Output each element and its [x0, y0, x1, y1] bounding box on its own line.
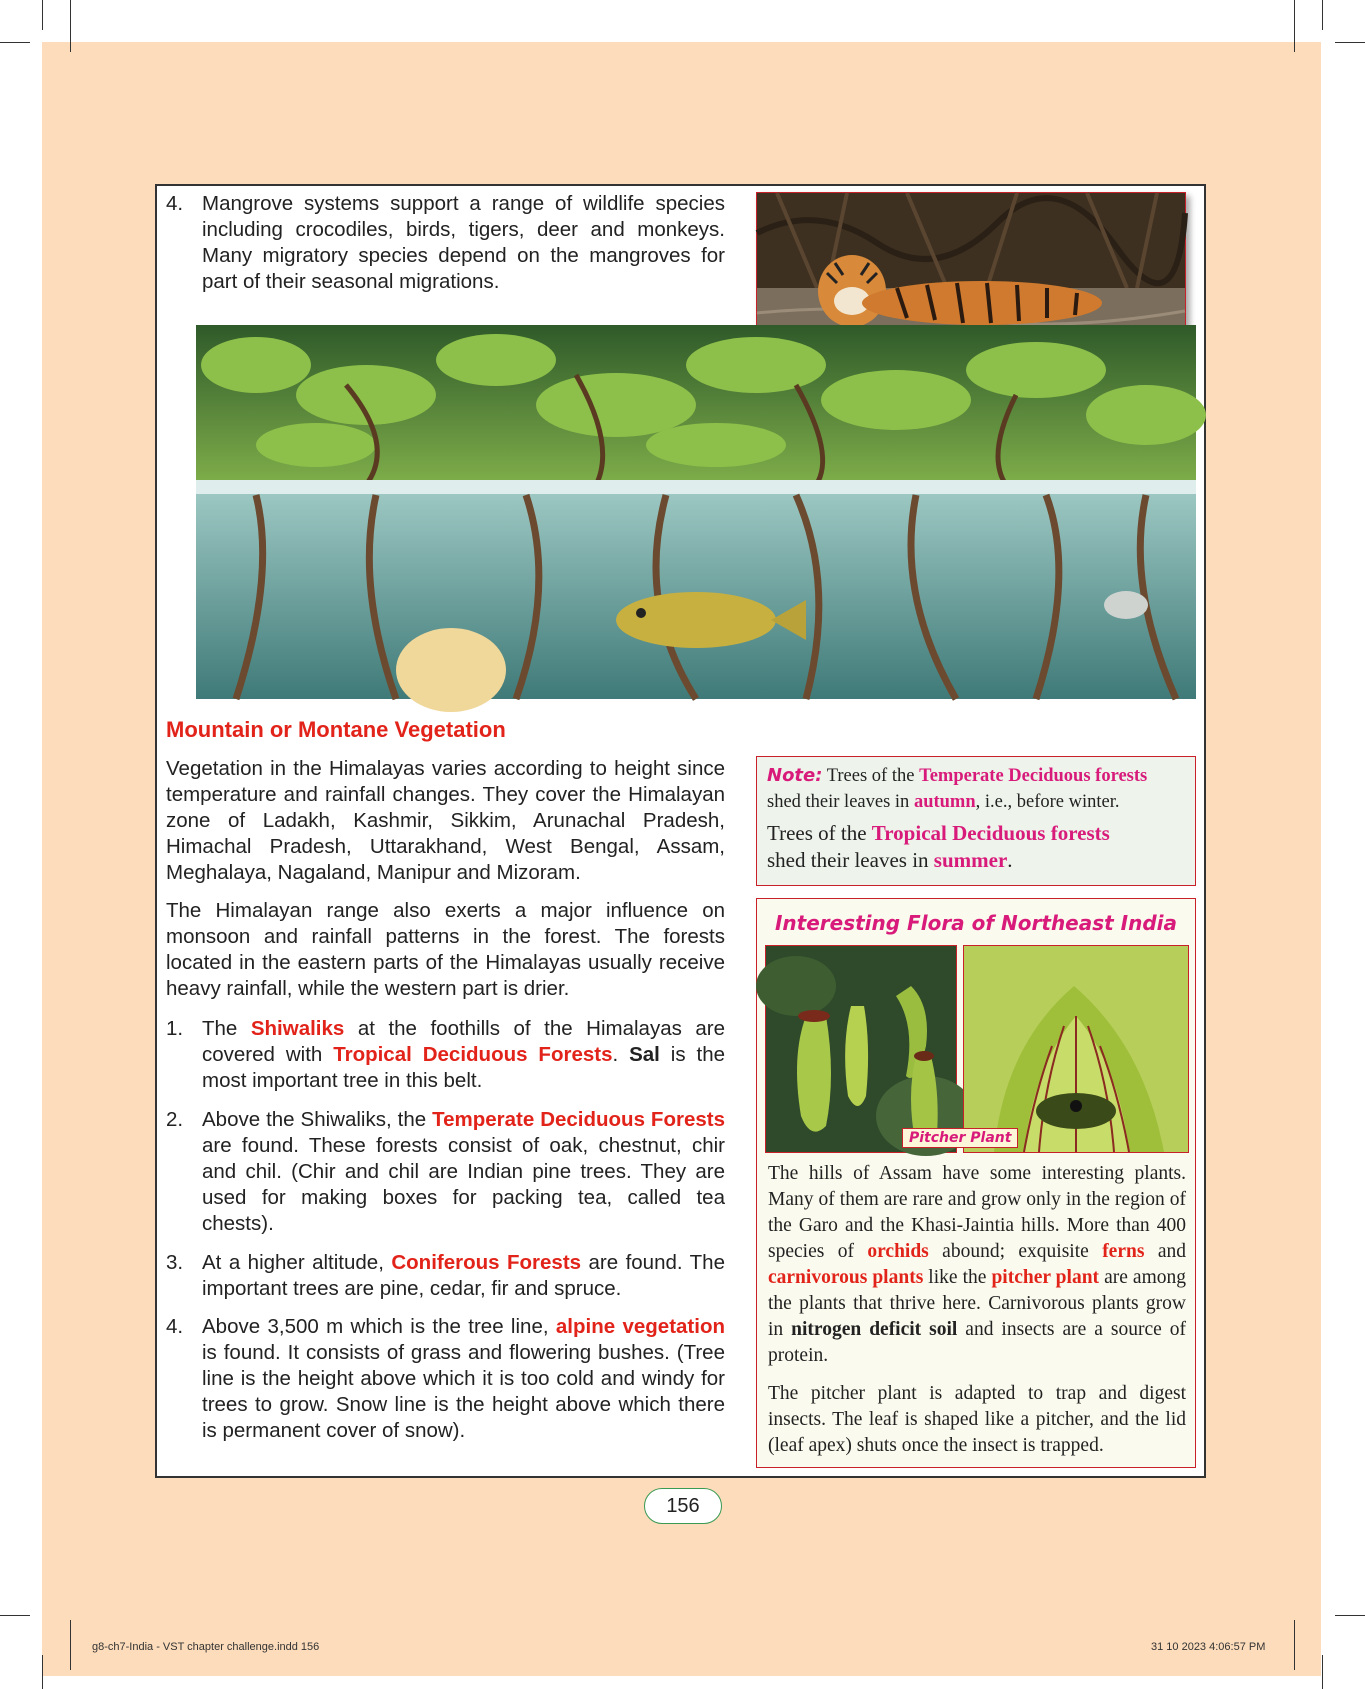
slug-timestamp: 31 10 2023 4:06:57 PM: [1151, 1641, 1266, 1653]
crop-mark: [70, 0, 71, 52]
list-item-alpine: Above 3,500 m which is the tree line, alpine vegetation is found. It consists of grass and flowering bushes. (Tree line is the height above which it is too cold and windy for trees to grow. Snow line is the height above which there is permanent cover of snow).: [202, 1315, 725, 1442]
crop-mark: [1335, 42, 1365, 43]
list-item-shiwaliks: The Shiwaliks at the foothills of the Himalayas are covered with Tropical Deciduous Forests. Sal is the most important tree in this belt.: [202, 1017, 725, 1092]
crop-mark: [1294, 0, 1295, 52]
note-line-3: Trees of the Tropical Deciduous forests: [767, 821, 1110, 845]
crop-mark: [70, 1620, 71, 1670]
crop-mark: [1322, 0, 1323, 30]
pitcher-plant-caption: Pitcher Plant: [902, 1128, 1018, 1148]
mangrove-wildlife-text: Mangrove systems support a range of wildlife species including crocodiles, birds, tigers, deer and monkeys. Many migratory species depend on the mangroves for part of their seasonal migrations.: [202, 192, 725, 293]
crop-mark: [42, 1655, 43, 1689]
list-number: 4.: [166, 1315, 184, 1338]
crop-mark: [1294, 1620, 1295, 1670]
section-heading: Mountain or Montane Vegetation: [166, 717, 506, 742]
crop-mark: [42, 0, 43, 30]
crop-mark: [0, 1615, 30, 1616]
list-item-temperate: Above the Shiwaliks, the Temperate Deciduous Forests are found. These forests consist of oak, chestnut, chir and chil. (Chir and chil are Indian pine trees. They are used for making boxes for packing tea, called tea chests).: [202, 1108, 725, 1235]
slug-filename: g8-ch7-India - VST chapter challenge.indd 156: [92, 1641, 320, 1653]
mangrove-underwater-photo: [196, 325, 1196, 699]
flora-paragraph-2: The pitcher plant is adapted to trap and digest insects. The leaf is shaped like a pitcher, and the lid (leaf apex) shuts once the insect is trapped.: [768, 1383, 1186, 1456]
list-number: 4.: [166, 192, 184, 215]
list-item-coniferous: At a higher altitude, Coniferous Forests are found. The important trees are pine, cedar, fir and spruce.: [202, 1251, 725, 1300]
note-line-4: shed their leaves in summer.: [767, 848, 1013, 872]
flora-box: [756, 898, 1196, 1468]
list-number: 2.: [166, 1108, 184, 1131]
paragraph-himalaya-influence: The Himalayan range also exerts a major influence on monsoon and rainfall patterns in the forest. The forests located in the eastern parts of the Himalayas usually receive heavy rainfall, while the western part is drier.: [166, 899, 725, 1000]
crop-mark: [0, 42, 30, 43]
crop-mark: [1335, 1615, 1365, 1616]
paragraph-himalaya-vegetation: Vegetation in the Himalayas varies according to height since temperature and rainfall changes. They cover the Himalayan zone of Ladakh, Kashmir, Sikkim, Arunachal Pradesh, Himachal Pradesh, Uttarakhand, West Bengal, Assam, Meghalaya, Nagaland, Manipur and Mizoram.: [166, 757, 725, 884]
note-box: [756, 756, 1196, 886]
list-number: 1.: [166, 1017, 184, 1040]
flora-paragraph-1: The hills of Assam have some interesting plants. Many of them are rare and grow only in the region of the Garo and the Khasi-Jaintia hills. More than 400 species of orchids abound; exquisite ferns and carnivorous plants like the pitcher plant are among the plants that thrive here. Carnivorous plants grow in nitrogen deficit soil and insects are a source of protein.: [768, 1163, 1187, 1366]
pitcher-plant-photo-1: [765, 945, 957, 1153]
crop-mark: [1322, 1655, 1323, 1689]
note-line-2: shed their leaves in autumn, i.e., before winter.: [767, 792, 1120, 812]
page-number: 156: [644, 1488, 722, 1524]
flora-title: Interesting Flora of Northeast India: [774, 911, 1178, 935]
pitcher-plant-photo-2: [909, 945, 1189, 1153]
list-number: 3.: [166, 1251, 184, 1274]
note-line-1: Note: Trees of the Temperate Deciduous forests: [767, 765, 1148, 786]
